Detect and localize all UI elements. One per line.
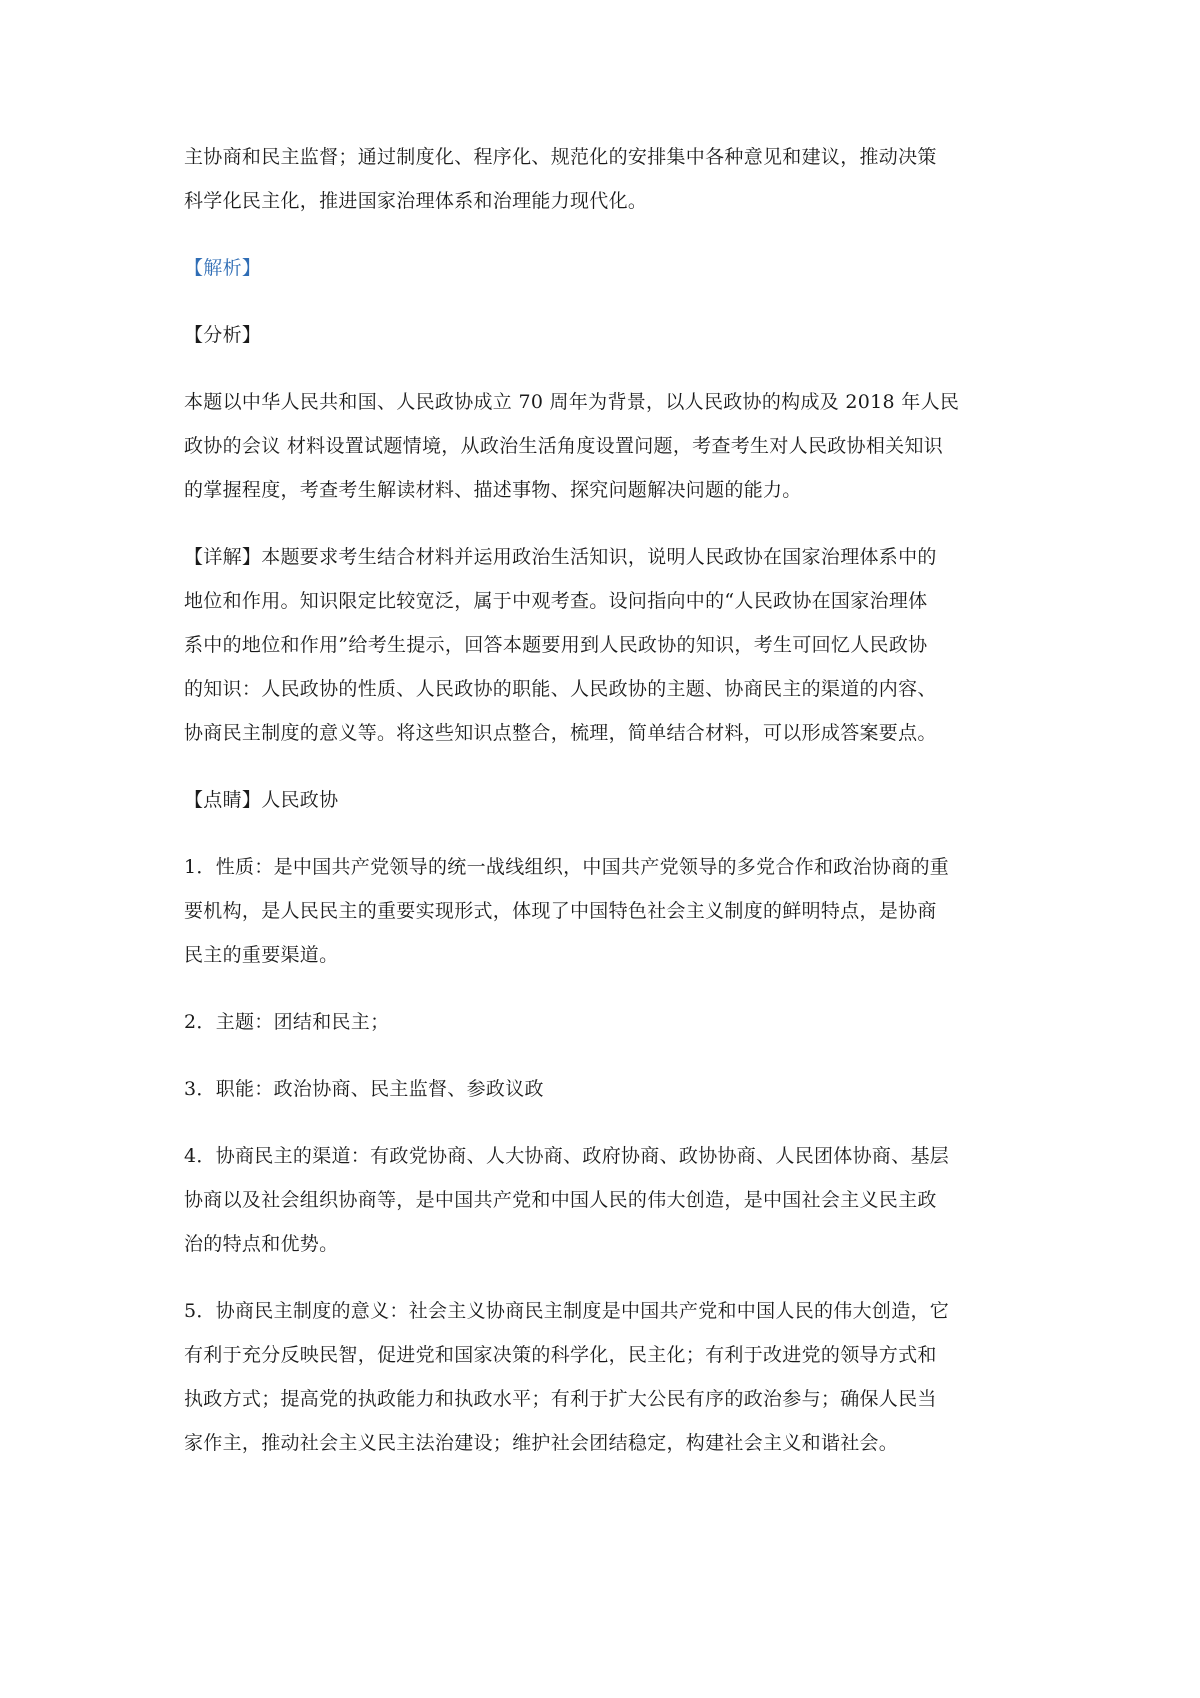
- text-line: 系中的地位和作用”给考生提示，回答本题要用到人民政协的知识，考生可回忆人民政协: [184, 634, 928, 656]
- text-line: 有利于充分反映民智，促进党和国家决策的科学化，民主化；有利于改进党的领导方式和: [184, 1344, 937, 1366]
- list-item-5: [184, 1289, 1026, 1465]
- list-item-2: [184, 1000, 1026, 1044]
- text-line: 协商以及社会组织协商等，是中国共产党和中国人民的伟大创造，是中国社会主义民主政: [184, 1189, 937, 1211]
- text-line: 1．性质：是中国共产党领导的统一战线组织，中国共产党领导的多党合作和政治协商的重: [184, 856, 950, 878]
- fenxi-paragraph: [184, 380, 1026, 512]
- text-line: 治的特点和优势。: [184, 1233, 339, 1255]
- text-line: 家作主，推动社会主义民主法治建设；维护社会团结稳定，构建社会主义和谐社会。: [184, 1432, 899, 1454]
- text-line: 政协的会议 材料设置试题情境，从政治生活角度设置问题，考查考生对人民政协相关知识: [184, 435, 944, 457]
- text-line: 协商民主制度的意义等。将这些知识点整合，梳理，简单结合材料，可以形成答案要点。: [184, 722, 937, 744]
- text-line: 民主的重要渠道。: [184, 944, 339, 966]
- jiexi-heading: [184, 246, 1026, 290]
- text-line: 的知识：人民政协的性质、人民政协的职能、人民政协的主题、协商民主的渠道的内容、: [184, 678, 937, 700]
- text-line: 科学化民主化，推进国家治理体系和治理能力现代化。: [184, 190, 648, 212]
- text-line: 本题以中华人民共和国、人民政协成立 70 周年为背景，以人民政协的构成及 2018 年人民: [184, 391, 960, 413]
- text-line: 要机构，是人民民主的重要实现形式，体现了中国特色社会主义制度的鲜明特点，是协商: [184, 900, 937, 922]
- list-item-4: [184, 1134, 1026, 1266]
- dianjing-label: 【点睛】人民政协: [184, 789, 339, 811]
- text-line: 5．协商民主制度的意义：社会主义协商民主制度是中国共产党和中国人民的伟大创造，它: [184, 1300, 950, 1322]
- list-item-3: [184, 1067, 1026, 1111]
- text-line: 主协商和民主监督；通过制度化、程序化、规范化的安排集中各种意见和建议，推动决策: [184, 146, 937, 168]
- text-line: 4．协商民主的渠道：有政党协商、人大协商、政府协商、政协协商、人民团体协商、基层: [184, 1145, 950, 1167]
- text-line: 2．主题：团结和民主；: [184, 1011, 390, 1033]
- fenxi-heading: [184, 313, 1026, 357]
- list-item-1: [184, 845, 1026, 977]
- intro-paragraph: [184, 135, 1026, 223]
- dianjing-heading: [184, 778, 1026, 822]
- text-line: 的掌握程度，考查考生解读材料、描述事物、探究问题解决问题的能力。: [184, 479, 802, 501]
- text-line: 执政方式；提高党的执政能力和执政水平；有利于扩大公民有序的政治参与；确保人民当: [184, 1388, 937, 1410]
- text-line: 地位和作用。知识限定比较宽泛，属于中观考查。设问指向中的“人民政协在国家治理体: [184, 590, 928, 612]
- xiangjie-paragraph: [184, 535, 1026, 755]
- text-line: 3．职能：政治协商、民主监督、参政议政: [184, 1078, 544, 1100]
- fenxi-label: 【分析】: [184, 324, 262, 346]
- text-line: 【详解】本题要求考生结合材料并运用政治生活知识，说明人民政协在国家治理体系中的: [184, 546, 937, 568]
- document-body: [184, 135, 1026, 1488]
- jiexi-label: 【解析】: [184, 257, 262, 279]
